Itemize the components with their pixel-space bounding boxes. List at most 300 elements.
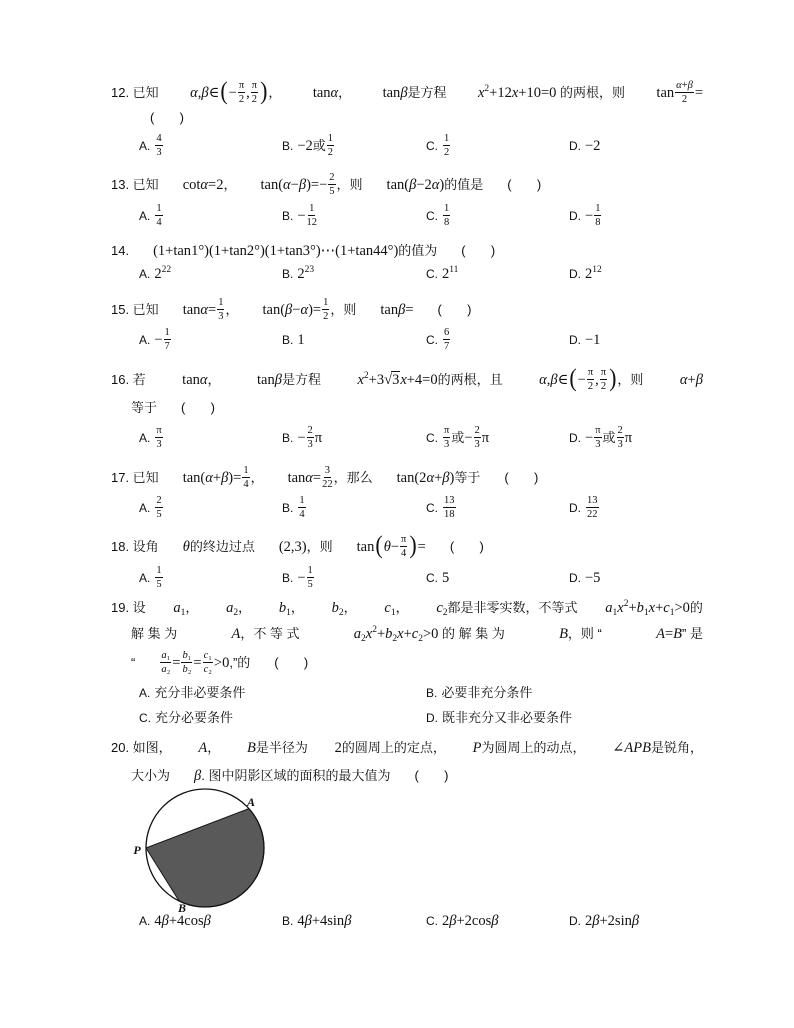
- text: 17. 已知: [111, 470, 159, 485]
- text: ，: [343, 600, 357, 615]
- option-a: [139, 679, 426, 707]
- text: 的两根，且: [437, 372, 503, 387]
- option-c: [426, 907, 569, 935]
- stem-segment: [198, 734, 220, 762]
- fraction: [160, 650, 171, 675]
- option-label: C.: [426, 501, 438, 515]
- fraction-numerator: 1: [307, 564, 313, 576]
- q13-options: [139, 202, 712, 230]
- math-variable: β: [221, 470, 229, 486]
- option-value: [154, 907, 211, 935]
- stem-segment: [150, 104, 184, 132]
- option-label: D.: [569, 571, 581, 585]
- math-variable: θ: [182, 539, 190, 555]
- option-value: [297, 424, 322, 452]
- option-b: [282, 424, 426, 452]
- math-variable: x: [397, 626, 404, 642]
- fraction-denominator: 2: [238, 93, 245, 105]
- option-value: [442, 132, 451, 160]
- q16-stem: [111, 363, 703, 394]
- option-value: [442, 326, 451, 354]
- large-parenthesis: ): [609, 363, 617, 393]
- option-label: B.: [282, 267, 294, 281]
- fraction-numerator: π: [444, 424, 450, 436]
- option-b: [282, 260, 426, 288]
- option-label: B.: [426, 686, 438, 700]
- option-c: [426, 260, 569, 288]
- math-expression: tan(β−2α): [386, 177, 445, 193]
- fraction-numerator: 2: [329, 171, 335, 183]
- subscript: 2: [418, 634, 423, 644]
- fraction: [155, 425, 162, 450]
- option-value: [442, 907, 499, 935]
- math-variable: A: [656, 626, 665, 642]
- math-variable: A: [198, 740, 208, 756]
- point-p-label: P: [133, 843, 141, 857]
- q17-options: [139, 494, 712, 522]
- math-variable: c: [203, 649, 209, 661]
- math-expression: −: [577, 372, 586, 388]
- q18-stem: [111, 530, 484, 561]
- option-value: [442, 564, 449, 592]
- fraction-numerator: 13: [587, 494, 598, 506]
- q20-options: [139, 907, 712, 935]
- math-expression: π: [481, 430, 490, 446]
- subscript: 1: [612, 608, 618, 618]
- math-expression: [257, 372, 282, 388]
- math-variable: θ: [383, 539, 391, 555]
- option-a: [139, 326, 282, 354]
- fraction-denominator: 12: [306, 216, 318, 228]
- math-expression: tanα=: [287, 470, 322, 486]
- option-d: [569, 132, 712, 160]
- math-variable: a: [173, 600, 181, 616]
- option-value: [297, 907, 351, 935]
- fraction-numerator: a₁: [161, 649, 171, 661]
- fraction-denominator: 3: [595, 438, 601, 450]
- fraction-denominator: 2: [444, 146, 450, 158]
- option-b: [426, 679, 713, 707]
- text: 是方程: [407, 85, 447, 100]
- text: 是半径为: [255, 740, 308, 755]
- option-value: [154, 202, 163, 230]
- math-variable: x: [617, 600, 624, 616]
- math-expression: (2,3): [278, 539, 307, 555]
- option-a: [139, 907, 282, 935]
- math-variable: b: [385, 626, 393, 642]
- text: ，则: [306, 539, 333, 554]
- math-function: tan: [257, 372, 275, 388]
- fraction-denominator: 2: [681, 93, 688, 105]
- superscript: 2: [623, 599, 629, 609]
- math-expression: =: [193, 655, 202, 671]
- math-expression: −: [585, 430, 594, 446]
- stem-segment: [183, 464, 264, 492]
- option-b: [282, 494, 426, 522]
- fraction-denominator: 4: [401, 547, 407, 559]
- fraction-numerator: π: [156, 424, 162, 436]
- q12-options: [139, 132, 712, 160]
- stem-segment: [274, 649, 308, 677]
- math-expression: =: [172, 655, 181, 671]
- option-b: [282, 907, 426, 935]
- math-expression: α,β∈: [190, 85, 220, 101]
- subscript: 1: [669, 608, 675, 618]
- text: 12. 已知: [111, 85, 159, 100]
- math-expression: >0: [213, 655, 230, 671]
- math-expression: −: [297, 208, 306, 224]
- fraction-denominator: 3: [156, 438, 162, 450]
- text: 16. 若: [111, 372, 146, 387]
- fraction: [242, 465, 249, 490]
- stem-segment: [332, 594, 357, 622]
- math-variable: α: [305, 470, 313, 486]
- math-expression: =: [694, 85, 703, 101]
- text: ，则 “: [567, 626, 602, 641]
- math-expression: +3: [368, 372, 385, 388]
- option-label: D.: [426, 711, 438, 725]
- math-expression: 4β+4sinβ: [297, 913, 352, 929]
- stem-segment: [450, 533, 484, 561]
- math-variable: β: [695, 372, 703, 388]
- math-function: tan: [182, 470, 201, 486]
- stem-segment: [111, 533, 159, 561]
- math-variable: α: [199, 372, 208, 388]
- fraction-denominator: 4: [156, 216, 162, 228]
- text: 大小为: [131, 768, 171, 783]
- math-variable: α: [676, 79, 682, 91]
- math-expression: =: [417, 539, 426, 555]
- option-label: C.: [426, 431, 438, 445]
- option-label: D.: [569, 914, 581, 928]
- math-expression: π: [624, 430, 633, 446]
- math-variable: α: [205, 470, 213, 486]
- stem-segment: [226, 594, 251, 622]
- stem-segment: [356, 530, 426, 561]
- large-parenthesis: ): [260, 76, 268, 106]
- math-variable: b: [278, 600, 287, 616]
- fraction-numerator: π: [600, 366, 607, 378]
- fraction: [298, 495, 305, 520]
- subscript: 2: [442, 608, 448, 618]
- option-a: [139, 494, 282, 522]
- fraction: [155, 133, 162, 158]
- stem-segment: [111, 464, 159, 492]
- math-function: tan: [260, 177, 279, 193]
- fraction-denominator: 2: [323, 310, 329, 322]
- stem-segment: [559, 620, 602, 648]
- fraction: [322, 297, 329, 322]
- option-d: [569, 260, 712, 288]
- option-label: C.: [426, 209, 438, 223]
- math-variable: β: [344, 913, 352, 929]
- q15-stem: [111, 296, 471, 324]
- stem-segment: [680, 366, 703, 394]
- math-variable: x: [477, 85, 485, 101]
- fraction-denominator: 22: [322, 478, 333, 490]
- math-expression: −: [297, 430, 306, 446]
- fraction-denominator: 3: [156, 146, 162, 158]
- stem-segment: [260, 171, 362, 199]
- q19-options-row-2: [139, 704, 713, 732]
- q16-stem-cont: [131, 394, 215, 422]
- fraction-denominator: 2: [600, 380, 607, 392]
- radical-sign: √: [384, 372, 393, 388]
- option-value: [154, 326, 171, 354]
- fraction-numerator: π: [238, 79, 245, 91]
- fraction-denominator: 5: [156, 578, 162, 590]
- math-expression: ,: [595, 372, 599, 388]
- stem-segment: [183, 171, 237, 199]
- fraction: [594, 203, 601, 228]
- math-function: tan: [382, 85, 401, 101]
- fraction: [238, 80, 245, 105]
- q18-options: [139, 564, 712, 592]
- text: . 图中阴影区域的面积的最大值为: [201, 768, 391, 783]
- text: 等于: [454, 470, 481, 485]
- circle-figure: [130, 785, 280, 920]
- fraction: [164, 327, 171, 352]
- text: “: [131, 655, 136, 670]
- math-variable: A: [231, 626, 241, 642]
- math-expression: −1: [585, 332, 601, 348]
- option-value: [154, 494, 163, 522]
- math-variable: β: [274, 372, 282, 388]
- fraction-denominator: 3: [307, 438, 313, 450]
- superscript: 12: [592, 265, 602, 275]
- text: 的: [689, 600, 703, 615]
- option-value: [297, 326, 304, 354]
- option-label: B.: [282, 914, 294, 928]
- stem-segment: [279, 533, 333, 561]
- stem-segment: [478, 79, 625, 107]
- option-value: [442, 260, 458, 288]
- math-expression: 2: [297, 266, 305, 282]
- option-d: [569, 202, 712, 230]
- fraction-numerator: 3: [324, 464, 330, 476]
- math-expression: 4β+4cosβ: [154, 913, 211, 929]
- stem-segment: [182, 366, 220, 394]
- math-expression: α+β: [679, 372, 703, 388]
- fraction: [327, 133, 334, 158]
- stem-segment: [473, 734, 586, 762]
- fraction: [443, 495, 456, 520]
- math-variable: x: [648, 600, 656, 616]
- fraction-denominator: 2: [587, 380, 594, 392]
- math-variable: α: [283, 177, 291, 193]
- math-variable: β: [304, 913, 312, 929]
- math-variable: β: [409, 177, 417, 193]
- option-a: [139, 260, 282, 288]
- text: ,”的: [229, 655, 251, 670]
- fraction: [600, 367, 607, 392]
- text: 14.: [111, 243, 130, 258]
- text: 20. 如图，: [111, 740, 172, 755]
- math-expression: 2: [154, 266, 162, 282]
- math-variable: a: [605, 600, 613, 616]
- fraction-numerator: 1: [156, 564, 162, 576]
- option-label: B.: [282, 209, 294, 223]
- fraction-numerator: π: [251, 79, 258, 91]
- option-label: A.: [139, 686, 151, 700]
- superscript: 2: [363, 371, 369, 381]
- math-variable: c: [411, 626, 419, 642]
- math-expression: −: [464, 430, 473, 446]
- math-variable: β: [631, 913, 640, 929]
- math-variable: α: [330, 85, 339, 101]
- math-variable: α: [190, 85, 198, 101]
- option-d: [569, 326, 712, 354]
- text: ( ): [507, 177, 542, 192]
- fraction-numerator: 1: [156, 202, 162, 214]
- math-variable: α: [431, 177, 440, 193]
- math-variable: β: [203, 913, 211, 929]
- stem-segment: [384, 594, 408, 622]
- math-expression: ∠APB: [612, 740, 651, 756]
- fraction-numerator: 1: [444, 132, 450, 144]
- math-function: cos: [184, 913, 204, 929]
- square-root: [384, 372, 400, 388]
- math-expression: [231, 626, 240, 642]
- superscript: 2: [484, 84, 490, 94]
- math-variable: β: [398, 302, 406, 318]
- math-variable: x: [365, 626, 373, 642]
- math-expression: x+c: [397, 626, 419, 642]
- math-function: tan: [356, 539, 375, 555]
- option-value: [297, 564, 314, 592]
- math-expression: cotα=2: [182, 177, 224, 193]
- option-value: [585, 326, 600, 354]
- fraction-numerator: 1: [299, 494, 305, 506]
- option-label: A.: [139, 571, 151, 585]
- text: 13. 已知: [111, 177, 159, 192]
- math-variable: β: [285, 302, 293, 318]
- option-c: [426, 326, 569, 354]
- point-b-label: B: [177, 901, 187, 915]
- fraction: [328, 172, 335, 197]
- math-expression: >0: [422, 626, 439, 642]
- text: ( ): [449, 539, 484, 554]
- stem-segment: [111, 734, 172, 762]
- superscript: 11: [449, 265, 459, 275]
- fraction-numerator: α+β: [676, 79, 693, 91]
- math-variable: α: [426, 470, 435, 486]
- fraction-denominator: 18: [444, 508, 455, 520]
- fraction: [400, 534, 407, 559]
- option-a: [139, 564, 282, 592]
- text: 的值为: [398, 243, 438, 258]
- option-b: [282, 326, 426, 354]
- math-expression: A=B: [656, 626, 682, 642]
- fraction-numerator: π: [595, 424, 601, 436]
- math-expression: 5: [442, 570, 450, 586]
- stem-segment: [605, 594, 703, 622]
- large-parenthesis: (: [220, 76, 228, 106]
- text: ，: [207, 372, 221, 387]
- option-label: D.: [569, 333, 581, 347]
- option-value: [442, 202, 451, 230]
- stem-segment: [438, 296, 472, 324]
- fraction-denominator: 2: [251, 93, 258, 105]
- q12-stem: [111, 76, 703, 107]
- math-expression: −2: [297, 138, 313, 154]
- text: 19. 设: [111, 600, 146, 615]
- math-variable: α: [679, 372, 688, 388]
- stem-segment: [131, 649, 135, 677]
- option-c: [426, 132, 569, 160]
- text: 的两根，则: [556, 85, 626, 100]
- stem-segment: [183, 533, 255, 561]
- option-value: [585, 494, 600, 522]
- q17-stem: [111, 464, 538, 492]
- math-expression: [173, 600, 180, 616]
- option-a: [139, 202, 282, 230]
- math-expression: (1+tan1°)(1+tan2°)(1+tan3°)⋯(1+tan44°): [153, 243, 399, 259]
- text: 充分必要条件: [155, 710, 234, 725]
- large-parenthesis: ): [409, 530, 417, 560]
- stem-segment: [181, 394, 215, 422]
- text: 是锐角，: [650, 740, 703, 755]
- option-label: A.: [139, 914, 151, 928]
- option-b: [282, 202, 426, 230]
- math-variable: B: [247, 740, 256, 756]
- math-variable: a: [161, 649, 167, 661]
- option-value: [154, 564, 163, 592]
- math-function: tan: [173, 243, 192, 259]
- fraction: [675, 80, 694, 105]
- option-value: [297, 494, 306, 522]
- math-expression: x+c: [648, 600, 670, 616]
- fraction-numerator: 1: [164, 326, 170, 338]
- text: 或: [451, 430, 465, 445]
- text: ，: [238, 600, 252, 615]
- fraction: [443, 133, 450, 158]
- math-variable: β: [201, 85, 209, 101]
- stem-segment: [111, 171, 159, 199]
- math-expression: tanα=: [182, 302, 217, 318]
- stem-segment: [111, 594, 146, 622]
- math-variable: P: [472, 740, 482, 756]
- option-value: [442, 704, 572, 732]
- fraction-numerator: 1: [595, 202, 601, 214]
- math-expression: −2: [585, 138, 601, 154]
- math-function: tan: [386, 177, 405, 193]
- option-d: [569, 564, 712, 592]
- stem-segment: [397, 464, 481, 492]
- fraction-denominator: 7: [164, 340, 170, 352]
- math-function: tan: [312, 85, 331, 101]
- superscript: 23: [304, 265, 315, 275]
- fraction: [474, 425, 481, 450]
- option-value: [154, 424, 163, 452]
- math-function: sin: [614, 913, 632, 929]
- option-label: A.: [139, 431, 151, 445]
- option-c: [426, 202, 569, 230]
- text: 为圆周上的动点，: [481, 740, 586, 755]
- text: ( ): [150, 110, 184, 125]
- q19-stem-cont-2: [131, 649, 308, 677]
- stem-segment: [111, 79, 159, 107]
- q15-options: [139, 326, 712, 354]
- math-variable: α: [200, 177, 209, 193]
- subscript: 2: [361, 634, 366, 644]
- option-c: [426, 424, 569, 452]
- text: ( ): [437, 302, 472, 317]
- stem-segment: [131, 620, 177, 648]
- fraction-numerator: 1: [243, 464, 249, 476]
- math-variable: x: [357, 372, 364, 388]
- option-c: [139, 704, 426, 732]
